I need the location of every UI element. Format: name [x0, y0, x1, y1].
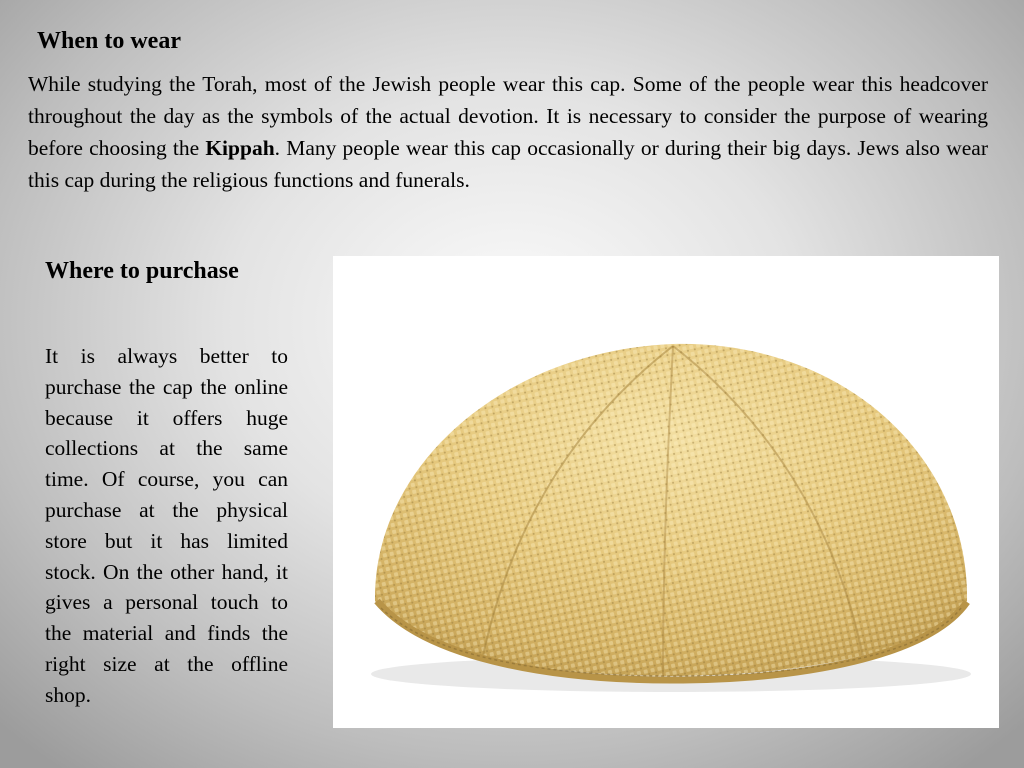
cap-dome: [333, 316, 999, 696]
kippah-illustration: [333, 256, 999, 728]
when-to-wear-heading: When to wear: [37, 28, 181, 54]
where-to-purchase-heading: Where to purchase: [45, 258, 239, 284]
when-to-wear-text-end: . Many people wear this cap occasionally or during their big days. Jews also wear this cap during the religious functions and funerals.: [28, 136, 988, 192]
where-to-purchase-paragraph: It is always better to purchase the cap the online because it offers huge collections at the same time. Of course, you can purchase at the physical store but it has limited stock. On the other hand, it gives a personal touch to the material and finds the right size at the offline shop.: [45, 344, 288, 707]
when-to-wear-paragraph: [28, 68, 988, 196]
kippah-photo: [333, 256, 999, 728]
when-to-wear-text-start: While studying the Torah, most of the Jewish people wear this cap. Some of the people wear this headcover throughout the day as the symbols of the actual devotion. It is necessary to consider the purpose of wearing before choosing the: [28, 72, 988, 160]
kippah-bold-term: Kippah: [205, 136, 275, 160]
